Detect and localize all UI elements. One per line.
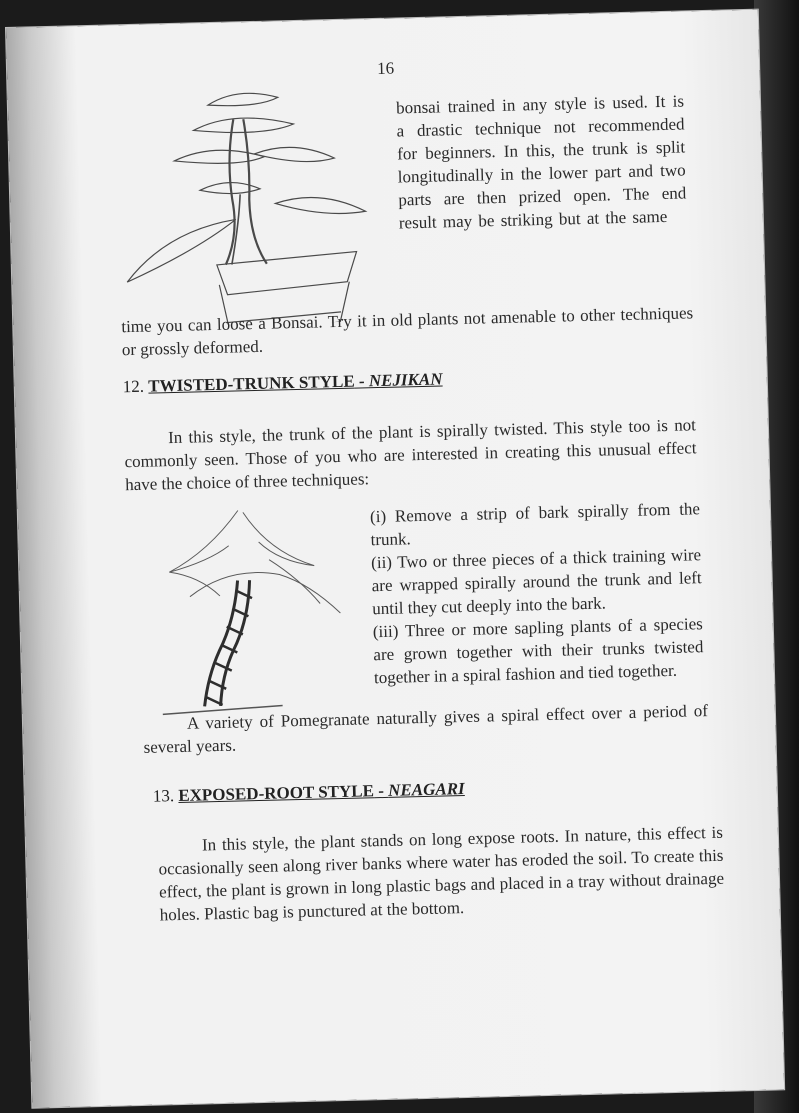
japanese-style-name: NEJIKAN <box>368 369 443 391</box>
heading-separator: - <box>354 371 370 391</box>
technique-item: (ii) Two or three pieces of a thick training wire are wrapped spirally around the trunk and left until they cut deeply into the bark. <box>370 545 702 619</box>
section-heading-exposed-root <box>153 771 713 808</box>
section-number: 13. <box>152 786 175 806</box>
section-heading-twisted-trunk <box>123 362 683 399</box>
page-paper <box>6 10 784 1108</box>
twisted-trunk-intro: In this style, the trunk of the plant is spirally twisted. This style too is not commonly seen. Those of you who are interested in creating this unusual effect have the choice of three techniques: <box>124 415 697 495</box>
exposed-root-body: In this style, the plant stands on long expose roots. In nature, this effect is occasionally seen along river banks where water has eroded the soil. To create this effect, the plant is grown in long plastic bags and placed in a tray without drainage holes. Plastic bag is punctured at the bottom. <box>158 822 725 925</box>
style-name: EXPOSED-ROOT STYLE <box>178 781 375 806</box>
japanese-style-name: NEAGARI <box>387 779 465 800</box>
heading-separator: - <box>373 780 389 801</box>
style-name: TWISTED-TRUNK STYLE <box>148 371 355 396</box>
twisted-trunk-techniques <box>370 497 704 689</box>
twisted-trunk-tree-illustration <box>148 498 363 723</box>
section-number: 12. <box>122 376 145 397</box>
technique-item: (iii) Three or more sapling plants of a species are grown together with their trunks twisted together in a spiral fashion and tied together. <box>372 614 704 688</box>
technique-item: (i) Remove a strip of bark spirally from the trunk. <box>369 499 701 550</box>
split-trunk-bonsai-illustration <box>102 71 378 328</box>
split-trunk-continuation: time you can loose a Bonsai. Try it in old plants not amenable to other techniques or grossly deformed. <box>121 303 694 360</box>
gutter-shadow <box>6 26 102 1107</box>
split-trunk-text-column: bonsai trained in any style is used. It is a drastic technique not recommended for beginners. In this, the trunk is split longitudinally in the lower part and two parts are then prized open. The end result may be striking but at the same <box>395 91 687 233</box>
page-number: 16 <box>376 58 395 78</box>
twisted-trunk-closing: A variety of Pomegranate naturally gives a spiral effect over a period of several years. <box>143 701 709 757</box>
